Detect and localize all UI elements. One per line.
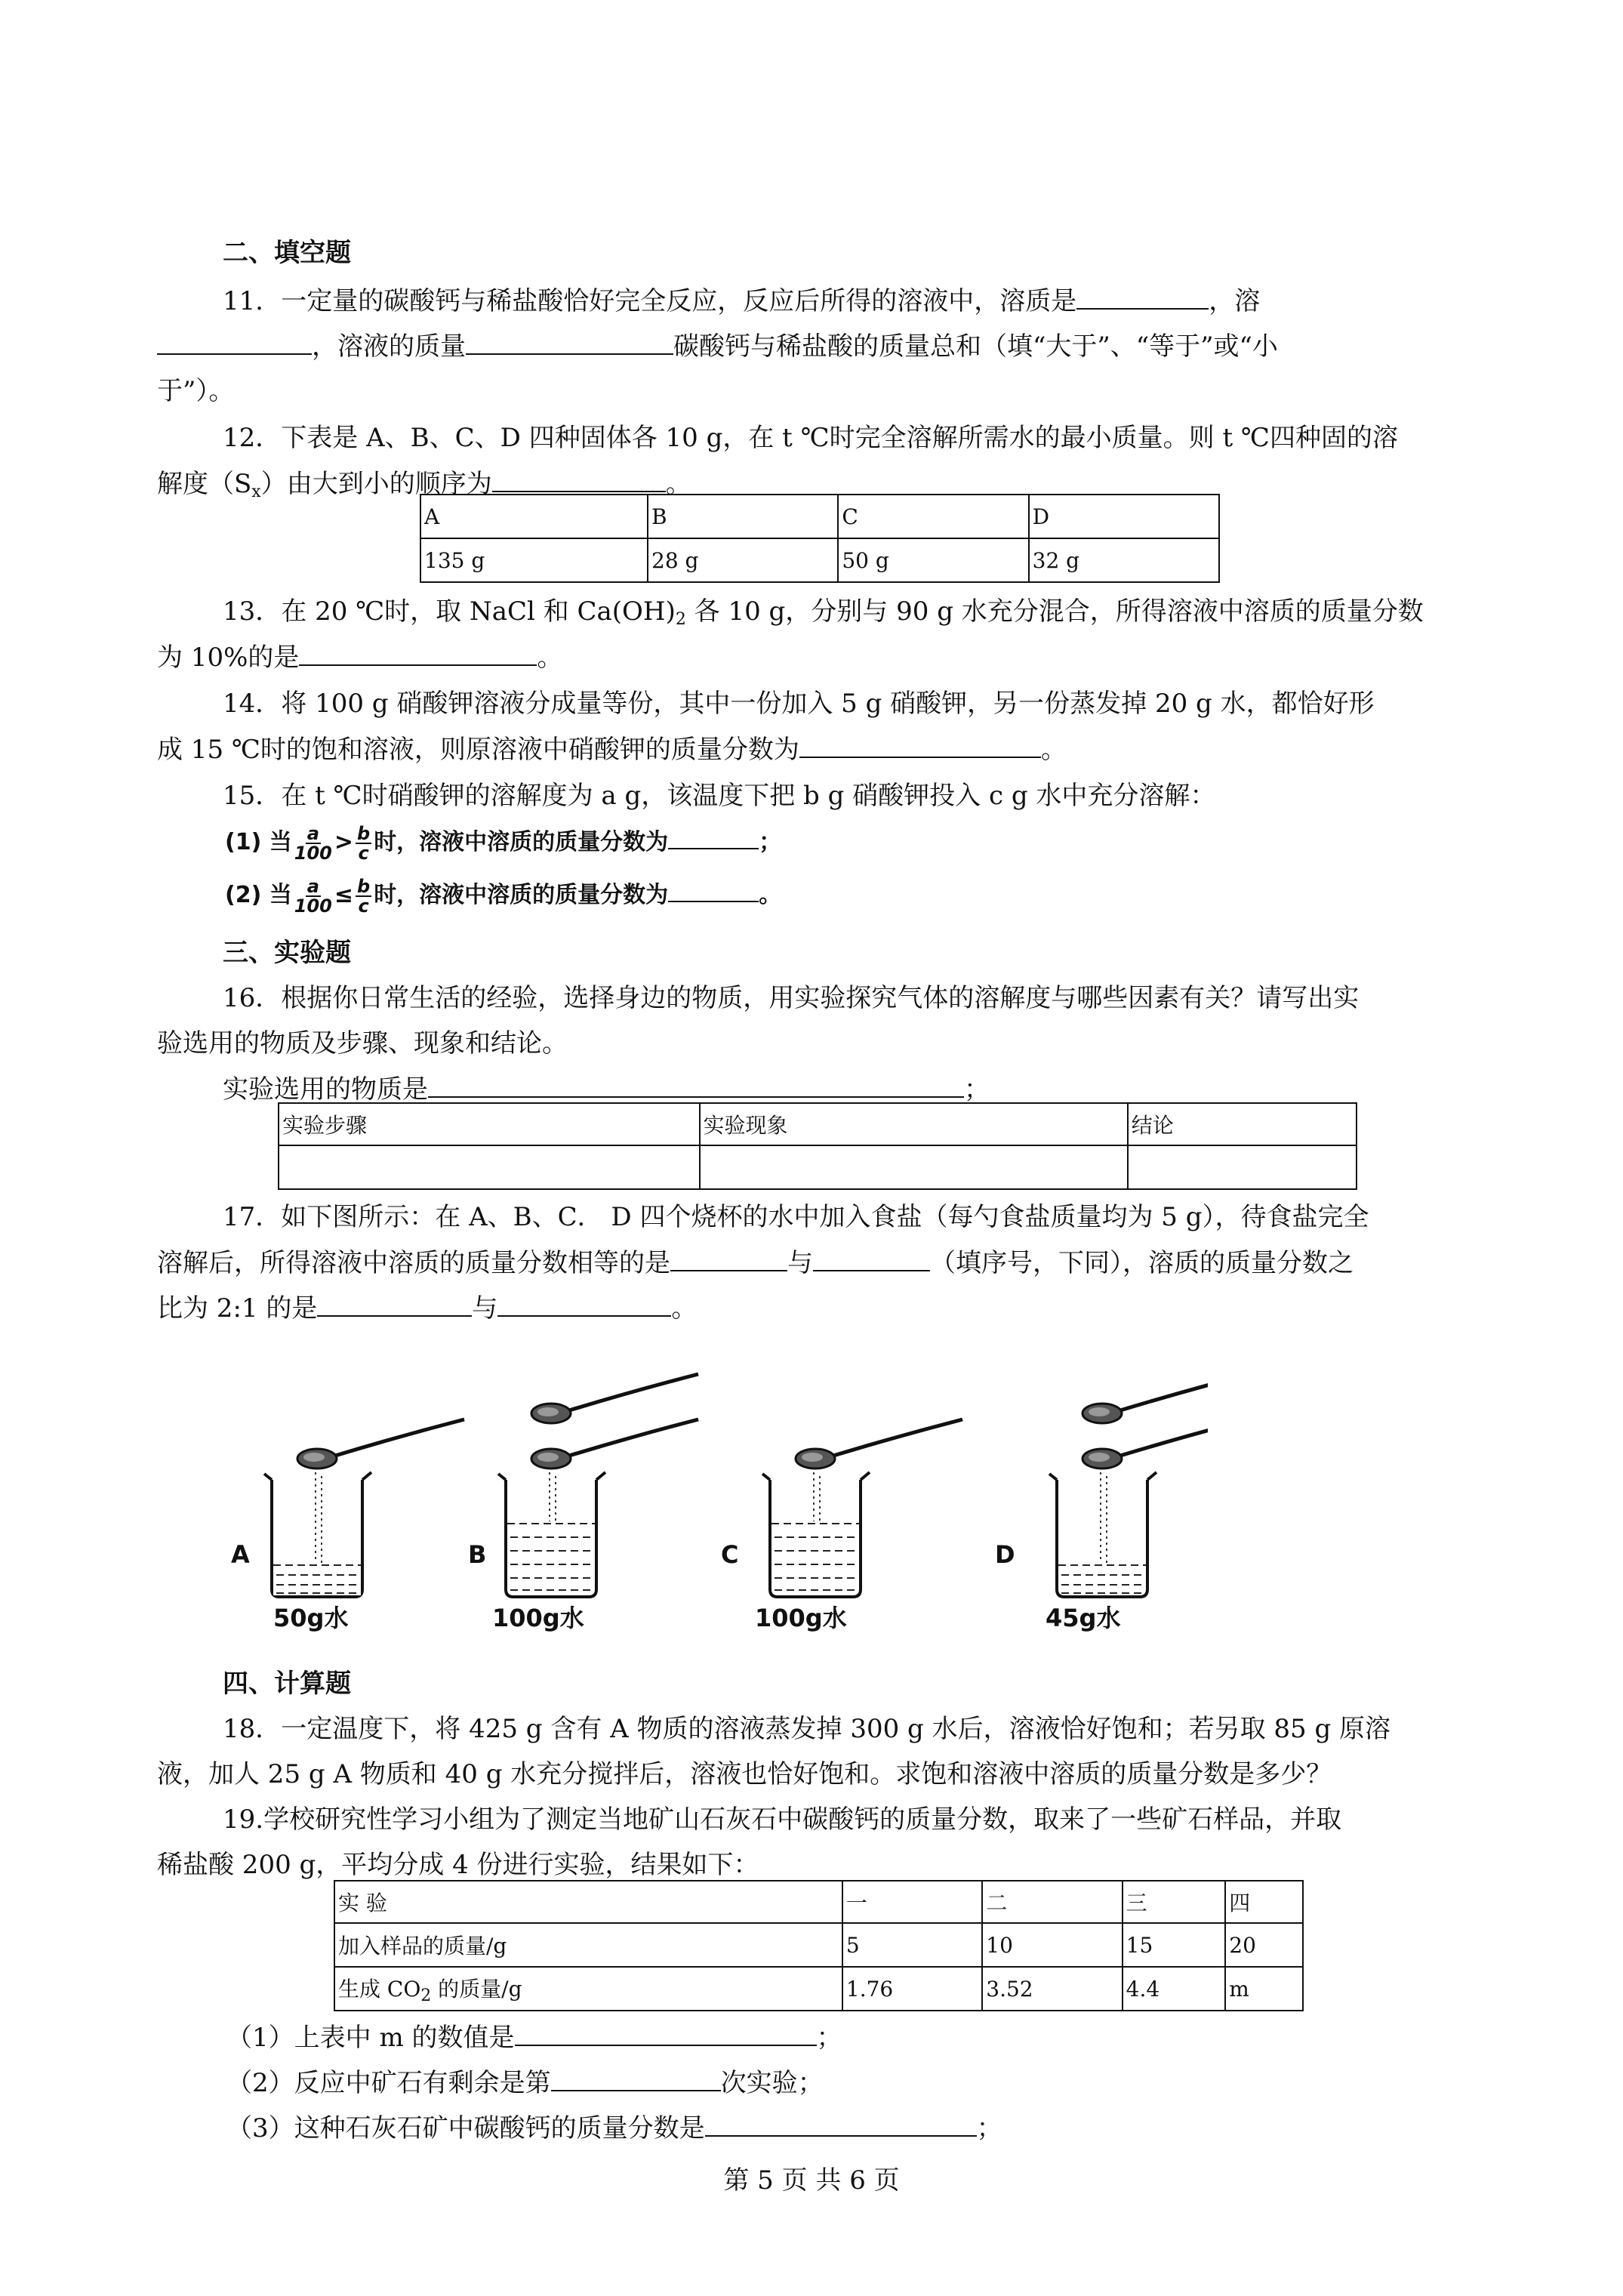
q18-line1: 18．一定温度下，将 425 g 含有 A 物质的溶液蒸发掉 300 g 水后，溶液恰好饱和；若另取 85 g 原溶 xyxy=(223,1714,1391,1744)
q12-value-c: 50 g xyxy=(838,538,1028,582)
q15-line1: 15．在 t ℃时硝酸钾的溶解度为 a g，该温度下把 b g 硝酸钾投入 c g 水中充分溶解： xyxy=(223,781,1216,811)
q19-line1: 19.学校研究性学习小组为了测定当地矿山石灰石中碳酸钙的质量分数，取来了一些矿石样品，并取 xyxy=(223,1804,1342,1835)
q17-line2: 溶解后，所得溶液中溶质的质量分数相等的是 与 （填序号，下同），溶质的质量分数之 xyxy=(157,1248,1354,1278)
water-label-c: 100g水 xyxy=(755,1604,847,1632)
q15-blank-1[interactable] xyxy=(668,825,759,849)
q19-co2-3: 4.4 xyxy=(1123,1967,1226,2011)
q12-value-d: 32 g xyxy=(1029,538,1219,582)
q19-row-sample-label: 加入样品的质量/g xyxy=(334,1923,842,1967)
water-label-d: 45g水 xyxy=(1046,1604,1121,1632)
page-footer: 第 5 页 共 6 页 xyxy=(723,2165,900,2196)
water-label-b: 100g水 xyxy=(492,1604,584,1632)
q17-blank-2[interactable] xyxy=(813,1247,930,1271)
water-label-a: 50g水 xyxy=(273,1604,349,1632)
q16-cell-steps[interactable] xyxy=(279,1145,700,1189)
fraction-b-c: $\frac{b}{c}$ xyxy=(357,875,371,917)
q19-blank-trial[interactable] xyxy=(551,2067,721,2091)
q19-sub1: （1）上表中 m 的数值是 ； xyxy=(226,2023,842,2053)
q19-co2-1: 1.76 xyxy=(842,1967,982,2011)
q12-header-c: C xyxy=(838,495,1028,538)
section-fill-heading: 二、填空题 xyxy=(223,238,351,268)
beaker-d xyxy=(1049,1374,1208,1597)
q19-co2-2: 3.52 xyxy=(982,1967,1122,2011)
q11-blank-solute[interactable] xyxy=(1076,285,1209,310)
q14-line2: 成 15 ℃时的饱和溶液，则原溶液中硝酸钾的质量分数为 。 xyxy=(157,735,1067,765)
q19-sample-1: 5 xyxy=(842,1923,982,1967)
q17-blank-1[interactable] xyxy=(670,1247,787,1271)
fraction-a-100: $\frac{a}{100}$ xyxy=(294,822,332,864)
q19-sub2: （2）反应中矿石有剩余是第 次实验； xyxy=(226,2068,824,2098)
q19-sample-3: 15 xyxy=(1123,1923,1226,1967)
q16-line1: 16．根据你日常生活的经验，选择身边的物质，用实验探究气体的溶解度与哪些因素有关？请写出实 xyxy=(223,983,1360,1013)
q11-line3: 于”）。 xyxy=(157,376,235,406)
fraction-a-100: $\frac{a}{100}$ xyxy=(294,875,332,917)
q19-header-4: 四 xyxy=(1225,1881,1303,1923)
beaker-figure xyxy=(226,1351,1208,1649)
q16-line3: 实验选用的物质是 ； xyxy=(223,1074,990,1105)
q16-header-conclusion: 结论 xyxy=(1128,1103,1357,1145)
q19-blank-m[interactable] xyxy=(515,2022,817,2046)
q13-blank[interactable] xyxy=(299,642,537,666)
q17-blank-4[interactable] xyxy=(497,1293,671,1317)
q15-sub1: (1) 当 $\frac{a}{100}$ > $\frac{b}{c}$ 时，溶液中溶质的质量分数为 ； xyxy=(225,822,782,864)
q18-line2: 液，加人 25 g A 物质和 40 g 水充分搅拌后，溶液也恰好饱和。求饱和溶液中溶质的质量分数是多少？ xyxy=(157,1759,1332,1789)
q16-table xyxy=(278,1102,1357,1190)
q12-value-b: 28 g xyxy=(648,538,838,582)
q16-cell-conclusion[interactable] xyxy=(1128,1145,1357,1189)
q13-line1: 13．在 20 ℃时，取 NaCl 和 $Ca(OH)_2$ 各 10 g，分别与 90 g 水充分混合，所得溶液中溶质的质量分数 xyxy=(223,596,1424,629)
q12-header-b: B xyxy=(648,495,838,538)
q19-header-label: 实 验 xyxy=(334,1881,842,1923)
q15-sub2: (2) 当 $\frac{a}{100}$ ≤ $\frac{b}{c}$ 时，溶液中溶质的质量分数为 。 xyxy=(225,875,782,917)
q12-header-d: D xyxy=(1029,495,1219,538)
q14-blank[interactable] xyxy=(799,734,1041,758)
q12-value-a: 135 g xyxy=(420,538,648,582)
beaker-label-b: B xyxy=(468,1540,487,1569)
q15-blank-2[interactable] xyxy=(668,878,759,902)
q16-cell-phenomena[interactable] xyxy=(700,1145,1128,1189)
q12-line1: 12．下表是 A、B、C、D 四种固体各 10 g，在 t ℃时完全溶解所需水的最小质量。则 t ℃四种固的溶 xyxy=(223,423,1398,453)
beaker-label-d: D xyxy=(995,1540,1015,1569)
q11-line2: ，溶液的质量 碳酸钙与稀盐酸的质量总和（填“大于”、“等于”或“小 xyxy=(157,331,1278,362)
q19-header-3: 三 xyxy=(1123,1881,1226,1923)
q19-line2: 稀盐酸 200 g，平均分成 4 份进行实验，结果如下： xyxy=(157,1850,759,1880)
q19-sample-2: 10 xyxy=(982,1923,1122,1967)
q17-line1: 17．如下图所示：在 A、B、C． D 四个烧杯的水中加入食盐（每勺食盐质量均为 5 g），待食盐完全 xyxy=(223,1202,1369,1232)
q17-blank-3[interactable] xyxy=(317,1293,472,1317)
q17-line3: 比为 2:1 的是 与 。 xyxy=(157,1293,698,1324)
q19-sub3: （3）这种石灰石矿中碳酸钙的质量分数是 ； xyxy=(226,2113,1002,2143)
section-calc-heading: 四、计算题 xyxy=(223,1669,351,1699)
q19-header-1: 一 xyxy=(842,1881,982,1923)
beaker-b xyxy=(498,1374,698,1597)
q19-header-2: 二 xyxy=(982,1881,1122,1923)
q16-header-steps: 实验步骤 xyxy=(279,1103,700,1145)
q19-co2-4: m xyxy=(1225,1967,1303,2011)
q12-header-a: A xyxy=(420,495,648,538)
beaker-c xyxy=(762,1419,962,1597)
q19-sample-4: 20 xyxy=(1225,1923,1303,1967)
q11-line1: 11．一定量的碳酸钙与稀盐酸恰好完全反应，反应后所得的溶液中，溶质是 ，溶 xyxy=(223,286,1261,316)
q16-line2: 验选用的物质及步骤、现象和结论。 xyxy=(157,1028,568,1059)
section-experiment-heading: 三、实验题 xyxy=(223,938,351,968)
q12-table xyxy=(420,494,1220,583)
q19-row-co2-label: 生成 $CO_2$ 的质量/g xyxy=(334,1967,842,2011)
q14-line1: 14．将 100 g 硝酸钾溶液分成量等份，其中一份加入 5 g 硝酸钾，另一份蒸发掉 20 g 水，都恰好形 xyxy=(223,689,1375,719)
q19-table xyxy=(334,1880,1304,2011)
beaker-label-a: A xyxy=(231,1540,250,1569)
q16-header-phenomena: 实验现象 xyxy=(700,1103,1128,1145)
q12-line2: 解度$(S_x)$由大到小的顺序为 。 xyxy=(157,469,691,501)
q11-blank-mass[interactable] xyxy=(466,331,673,355)
beaker-label-c: C xyxy=(721,1540,739,1569)
beaker-a xyxy=(264,1419,464,1597)
q13-line2: 为 10%的是 。 xyxy=(157,643,563,673)
q16-blank-materials[interactable] xyxy=(428,1074,964,1098)
fraction-b-c: $\frac{b}{c}$ xyxy=(357,822,371,864)
q19-blank-percent[interactable] xyxy=(705,2113,977,2137)
q12-blank-order[interactable] xyxy=(492,468,666,492)
q11-blank-solvent[interactable] xyxy=(157,331,312,355)
